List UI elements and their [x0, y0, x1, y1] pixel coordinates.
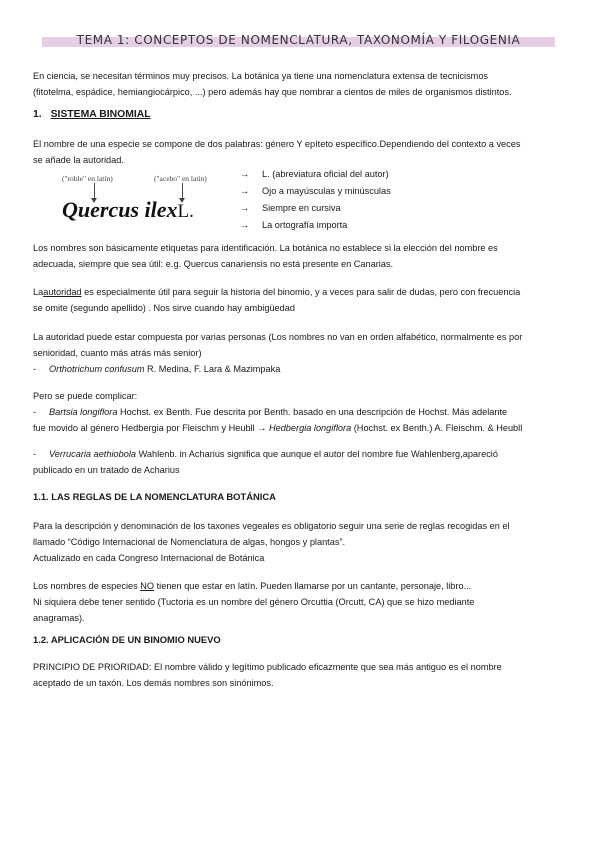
- species-name: Hedbergia longiflora: [268, 423, 352, 433]
- list-dash: -: [33, 449, 37, 459]
- labels-line-1: Los nombres son básicamente etiquetas para identificación. La botánica no establece si la elección del nombre es: [33, 243, 498, 253]
- species-authority: R. Medina, F. Lara & Mazimpaka: [147, 364, 281, 374]
- list-dash: -: [33, 407, 37, 417]
- note-item: [240, 183, 391, 200]
- example-text: (Hochst. ex Benth.) A. Fleischm. & Heubll: [353, 423, 523, 433]
- authority-persons-paragraph: [33, 329, 563, 377]
- author-abbreviation: L.: [177, 201, 194, 222]
- species-name: Bartsia longiflora: [49, 407, 118, 417]
- latin-line: [33, 578, 563, 594]
- intro-line-1: En ciencia, se necesitan términos muy precisos. La botánica ya tiene una nomenclatura extensa de tecnicismos: [33, 71, 489, 81]
- binomial-notes-list: [240, 166, 391, 234]
- rules-paragraph: [33, 518, 563, 566]
- arrow-icon: →: [257, 423, 267, 433]
- arrow-icon: →: [240, 203, 250, 213]
- genus-name: Quercus: [62, 197, 140, 222]
- authority-line-1: [33, 284, 563, 300]
- genus-label: ("roble" en latín): [62, 174, 113, 183]
- authority-line-2: se omite (segundo apellido) . Nos sirve cuando hay ambigüedad: [33, 303, 296, 313]
- priority-paragraph: [33, 659, 563, 691]
- authority-post: es especialmente útil para seguir la historia del binomio, y a veces para salir de dudas, pero con frecuencia: [84, 287, 521, 297]
- bartsia-example-line-2: [33, 420, 563, 436]
- note-item: [240, 166, 391, 183]
- example-text: Wahlenb. in Acharius significa que aunque el autor del nombre fue Wahlenberg,apareció: [138, 449, 498, 459]
- section-1-heading: [33, 109, 563, 120]
- section-1-paragraph: [33, 136, 563, 168]
- latin-keyword: NO: [140, 581, 155, 591]
- section-1-line-2: se añade la autoridad.: [33, 155, 124, 165]
- authority-keyword: autoridad: [43, 287, 82, 297]
- section-1-1-heading: 1.1. LAS REGLAS DE LA NOMENCLATURA BOTÁNICA: [33, 491, 276, 502]
- list-dash: -: [33, 364, 37, 374]
- priority-line-2: aceptado de un taxón. Los demás nombres son sinónimos.: [33, 678, 274, 688]
- species-name: Verrucaria aethiobola: [49, 449, 136, 459]
- section-1-title: SISTEMA BINOMIAL: [50, 109, 151, 120]
- intro-paragraph: [33, 68, 563, 100]
- intro-line-2: (fitotelma, espádice, hemiangiocárpico, ...) pero además hay que nombrar a cientos de miles de organismos distintos.: [33, 87, 512, 97]
- section-1-line-1: El nombre de una especie se compone de dos palabras: género Y epíteto específico.Dependiendo del contexto a veces: [33, 139, 521, 149]
- rules-line-1: Para la descripción y denominación de los taxones vegeales es obligatorio seguir una serie de reglas recogidas en el: [33, 521, 510, 531]
- labels-line-2: adecuada, siempre que sea útil: e.g. Quercus canariensis no está presente en Canarias.: [33, 259, 394, 269]
- example-text: fue movido al género Hedbergia por Fleischm y Heubll: [33, 423, 255, 433]
- persons-example: [33, 361, 563, 377]
- note-text: Siempre en cursiva: [262, 203, 341, 213]
- bartsia-example-line-1: [33, 404, 563, 420]
- authority-pre: La: [33, 287, 44, 297]
- latin-paragraph: [33, 578, 563, 626]
- arrow-icon: →: [240, 169, 250, 179]
- complication-intro: Pero se puede complicar:: [33, 391, 138, 401]
- rules-line-3: Actualizado en cada Congreso Internacional de Botánica: [33, 553, 265, 563]
- note-text: Ojo a mayúsculas y minúsculas: [262, 186, 391, 196]
- section-1-2-heading: 1.2. APLICACIÓN DE UN BINOMIO NUEVO: [33, 634, 221, 645]
- verrucaria-line-2: publicado en un tratado de Acharius: [33, 465, 180, 475]
- page-title: TEMA 1: CONCEPTOS DE NOMENCLATURA, TAXONOMÍA Y FILOGENIA: [76, 33, 521, 47]
- note-item: [240, 200, 391, 217]
- anagram-line-2: anagramas).: [33, 613, 85, 623]
- persons-line-2: senioridad, cuanto más atrás más senior): [33, 348, 202, 358]
- note-text: La ortografía importa: [262, 220, 348, 230]
- authority-paragraph: [33, 284, 563, 316]
- arrow-icon: →: [240, 186, 250, 196]
- complication-paragraph: [33, 388, 563, 436]
- latin-pre: Los nombres de especies: [33, 581, 138, 591]
- epithet-label: ("acebo" en latín): [154, 174, 207, 183]
- arrow-icon: →: [240, 220, 250, 230]
- note-item: [240, 217, 391, 234]
- priority-line-1: PRINCIPIO DE PRIORIDAD: El nombre válido y legítimo publicado eficazmente que sea más antiguo es el nombre: [33, 662, 502, 672]
- verrucaria-paragraph: [33, 446, 563, 478]
- latin-post: tienen que estar en latín. Pueden llamarse por un cantante, personaje, libro...: [156, 581, 472, 591]
- species-name: Orthotrichum confusum: [49, 364, 145, 374]
- quercus-ilex-figure: [62, 172, 237, 228]
- labels-paragraph: [33, 240, 563, 272]
- rules-line-2: llamado “Código Internacional de Nomenclatura de algas, hongos y plantas”.: [33, 537, 346, 547]
- section-1-number: 1.: [33, 109, 42, 120]
- example-text: Hochst. ex Benth. Fue descrita por Benth. basado en una descripción de Hochst. Más adelante: [120, 407, 508, 417]
- anagram-line-1: Ni siquiera debe tener sentido (Tuctoria es un nombre del género Orcuttia (Orcutt, CA) que se hizo mediante: [33, 597, 475, 607]
- verrucaria-line-1: [33, 446, 563, 462]
- note-text: L. (abreviatura oficial del autor): [262, 169, 389, 179]
- persons-line-1: La autoridad puede estar compuesta por varias personas (Los nombres no van en orden alfabético, normalmente es por: [33, 332, 523, 342]
- binomial-name: [62, 197, 194, 223]
- epithet-name: ilex: [144, 197, 178, 222]
